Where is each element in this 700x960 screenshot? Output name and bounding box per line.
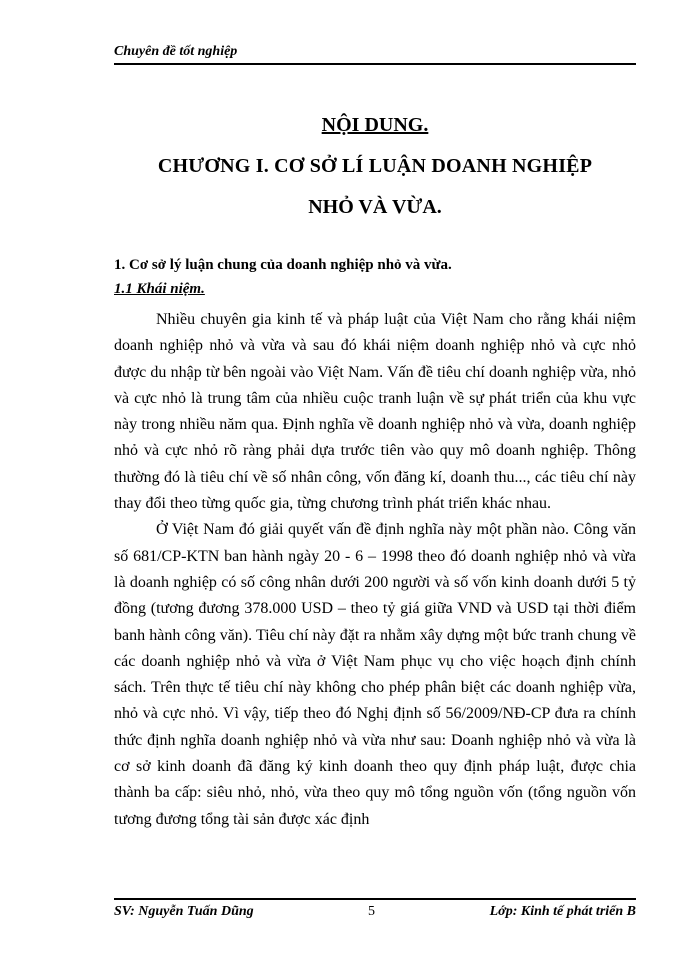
paragraph: Ở Việt Nam đó giải quyết vấn đề định nghĩa này một phần nào. Công văn số 681/CP-KTN ban hành ngày 20 - 6 – 1998 theo đó doanh nghiệp nhỏ và vừa là doanh nghiệp có số công nhân dưới 200 người và số vốn kinh doanh dưới 5 tỷ đồng (tương đương 378.000 USD – theo tỷ giá giữa VND và USD tại thời điểm banh hành công văn). Tiêu chí này đặt ra nhằm xây dựng một bức tranh chung về các doanh nghiệp nhỏ và vừa ở Việt Nam phục vụ cho việc hoạch định chính sách. Trên thực tế tiêu chí này không cho phép phân biệt các doanh nghiệp vừa, nhỏ và cực nhỏ. Vì vậy, tiếp theo đó Nghị định số 56/2009/NĐ-CP đưa ra chính thức định nghĩa doanh nghiệp nhỏ và vừa như sau: Doanh nghiệp nhỏ và vừa là cơ sở kinh doanh đã đăng ký kinh doanh theo quy định pháp luật, được chia thành ba cấp: siêu nhỏ, nhỏ, vừa theo quy mô tổng nguồn vốn (tổng nguồn vốn tương đương tổng tài sản được xác định bbox=[114, 521, 636, 828]
header-title: Chuyên đề tốt nghiệp bbox=[114, 44, 238, 59]
chapter-title bbox=[114, 112, 636, 220]
paragraph: Nhiều chuyên gia kinh tế và pháp luật của Việt Nam cho rằng khái niệm doanh nghiệp nhỏ và vừa và sau đó khái niệm doanh nghiệp nhỏ và cực nhỏ được du nhập từ bên ngoài vào Việt Nam. Vấn đề tiêu chí doanh nghiệp vừa, nhỏ và cực nhỏ là trung tâm của nhiều cuộc tranh luận về sự phát triển của khu vực này trong nhiều năm qua. Định nghĩa về doanh nghiệp nhỏ và vừa, doanh nghiệp nhỏ và cực nhỏ rõ ràng phải dựa trước tiên vào quy mô doanh nghiệp. Thông thường đó là tiêu chí về số nhân công, vốn đăng kí, doanh thu..., các tiêu chí này thay đổi theo từng quốc gia, từng chương trình phát triển khác nhau. bbox=[114, 311, 636, 513]
footer-divider bbox=[114, 898, 636, 900]
footer-student: SV: Nguyễn Tuấn Dũng bbox=[114, 904, 254, 919]
page-number: 5 bbox=[368, 904, 375, 919]
subsection-heading: 1.1 Khái niệm. bbox=[114, 281, 205, 297]
content-heading: NỘI DUNG. bbox=[321, 114, 429, 136]
body-text bbox=[114, 307, 636, 833]
chapter-heading-line1: CHƯƠNG I. CƠ SỞ LÍ LUẬN DOANH NGHIỆP bbox=[157, 155, 593, 177]
footer-class: Lớp: Kinh tế phát triển B bbox=[489, 904, 636, 919]
section-heading: 1. Cơ sở lý luận chung của doanh nghiệp nhỏ và vừa. bbox=[114, 257, 452, 273]
header-divider bbox=[114, 63, 636, 65]
chapter-heading-line2: NHỎ VÀ VỪA. bbox=[308, 196, 442, 218]
page-header bbox=[114, 44, 636, 60]
